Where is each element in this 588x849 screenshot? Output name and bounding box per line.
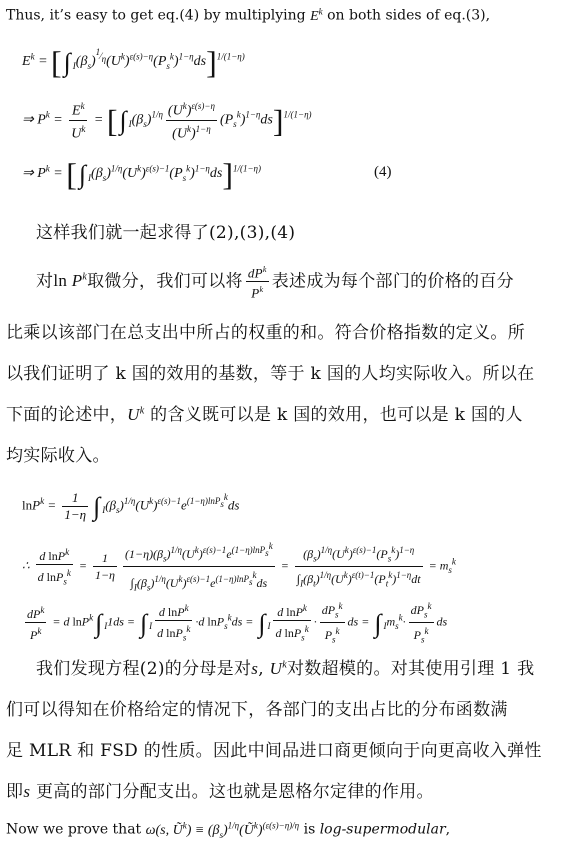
cn-line-2-c: 表述成为每个部门的价格的百分 bbox=[271, 271, 514, 292]
cn-line-4: 以我们证明了 k 国的效用的基数，等于 k 国的人均实际收入。所以在 bbox=[6, 364, 535, 384]
cn-line-10-a: 即 bbox=[6, 782, 24, 802]
equation-Pk: ⇒ $P^k$ = [∫ $_I(\beta_s)^{1/\eta}(U^k)^{\varepsilon(s)-1}(P_s^k)^{1-\eta}ds]^{1/(1-\eta)}$ bbox=[22, 156, 262, 192]
math-Uk: $U^k$ bbox=[127, 405, 145, 424]
equation-Pk-ratio: ⇒ $P^k$ = $\frac{E^k}{U^k}$ = [∫ $_I(\beta_s)^{1/\eta}$ $\frac{(U^k)^{\varepsilon(s)-\eta}}{(U^k)^{1-\eta}}$ $(P_s^k)^{1-\eta}ds]^{1/(1-\eta)}$ bbox=[22, 98, 312, 142]
math-Uk-2: $U^k$ bbox=[269, 659, 287, 678]
math-E-k: $E^k$ bbox=[310, 6, 323, 24]
cn-line-7-a: 我们发现方程(2)的分母是对 bbox=[36, 659, 252, 679]
cn-line-5 bbox=[6, 400, 523, 425]
cn-line-8: 们可以得知在价格给定的情况下，各部门的支出占比的分布函数满 bbox=[6, 700, 508, 720]
equation-lnPk: lnP$^k$ = $\frac{1}{1-\eta}$ ∫ $_I(\beta_s)^{1/\eta}(U^k)^{\varepsilon(s)-1}e^{(1-\eta)lnP_s^k}ds$ bbox=[22, 490, 240, 522]
cn-line-10-b: 更高的部门分配支出。这也就是恩格尔定律的作用。 bbox=[30, 782, 434, 802]
cn-line-5-a: 下面的论述中， bbox=[6, 405, 128, 425]
cn-line-6: 均实际收入。 bbox=[6, 446, 110, 466]
cn-line-2-b: 取微分，我们可以将 bbox=[87, 271, 243, 292]
intro-text-end: on both sides of eq.(3), bbox=[322, 7, 491, 24]
cn-line-7-b: 对数超模的。对其使用引理 1 我 bbox=[286, 659, 535, 679]
cn-line-9: 足 MLR 和 FSD 的性质。因此中间品进口商更倾向于向更高收入弹性 bbox=[6, 741, 542, 761]
math-omega: ω(s, $Ũ^k$) ≡ $(\beta_s)^{1/\eta}(Ũ^k)^{(\varepsilon(s)-\eta)/\eta}$ bbox=[145, 820, 300, 840]
intro-paragraph bbox=[6, 6, 490, 25]
equation-number: (4) bbox=[374, 164, 392, 180]
math-lnPk: $\ln P^k$ bbox=[53, 271, 88, 291]
math-s: s bbox=[23, 782, 31, 801]
math-s-Uk: s bbox=[251, 659, 259, 678]
last-text-end: , bbox=[445, 821, 451, 838]
cn-line-2-a: 对 bbox=[36, 271, 54, 292]
intro-text-start: Thus, it’s easy to get eq.(4) by multiplying bbox=[6, 7, 311, 24]
equation-dlnPk: ∴ $\frac{d \ln P^k}{d \ln P_s^k}$ = $\frac{1}{1-\eta}$ $\frac{(1-\eta)(\beta_s)^{1/\eta}(U^k)^{\varepsilon(s)-1}e^{(1-\eta)lnP_s^k}}{\int_I(\beta_s)^{1/\eta}(U^k)^{\varepsilon(s)-1}e^{(1-\eta)lnP_s^k}ds}$ = $\frac{(\beta_s)^{1/\eta}(U^k)^{\varepsilon(s)-1}(P_s^k)^{1-\eta}}{\int_I(\beta_t)^{1/\eta}(U^k)^{\varepsilon(t)-1}(P_t^k)^{1-\eta}dt}$ = $m_s^k$ bbox=[22, 538, 456, 596]
last-text-start: Now we prove that bbox=[6, 821, 146, 838]
last-text-em: log-supermodular bbox=[319, 821, 446, 838]
cn-line-2 bbox=[36, 262, 514, 302]
equation-Ek: $E^k$ = [∫ $_I(\beta_s)^{^1⁄_\eta}(U^k)^{\varepsilon(s)-\eta}(P_s^k)^{1-\eta}ds]^{1/(1-\eta)}$ bbox=[22, 44, 245, 80]
cn-line-7: 我们发现方程(2)的分母是对s, $U^k$对数超模的。对其使用引理 1 我 bbox=[36, 659, 535, 679]
cn-line-3: 比乘以该部门在总支出中所占的权重的和。符合价格指数的定义。所 bbox=[6, 323, 525, 343]
cn-line-5-b: 的含义既可以是 k 国的效用，也可以是 k 国的人 bbox=[144, 405, 523, 425]
last-text-is: is bbox=[299, 821, 320, 838]
equation-dPk: $\frac{dP^k}{P^k}$ = d lnP$^k$∫ $_I$1ds = ∫ $_I$ $\frac{d \ln P^k}{d \ln P_s^k}$ ·d lnP$_s^k$ds = ∫ $_I$ $\frac{d \ln P^k}{d \ln P_s^k}$ · $\frac{dP_s^k}{P_s^k}$ ds = ∫ $_Im_s^k\cdot$ $\frac{dP_s^k}{P_s^k}$ ds bbox=[22, 598, 447, 648]
math-dPk-Pk: $\frac{dP^k}{P^k}$ bbox=[246, 262, 269, 302]
cn-line-1: 这样我们就一起求得了(2),(3),(4) bbox=[36, 223, 296, 243]
last-paragraph bbox=[6, 820, 450, 839]
cn-line-10 bbox=[6, 777, 434, 802]
